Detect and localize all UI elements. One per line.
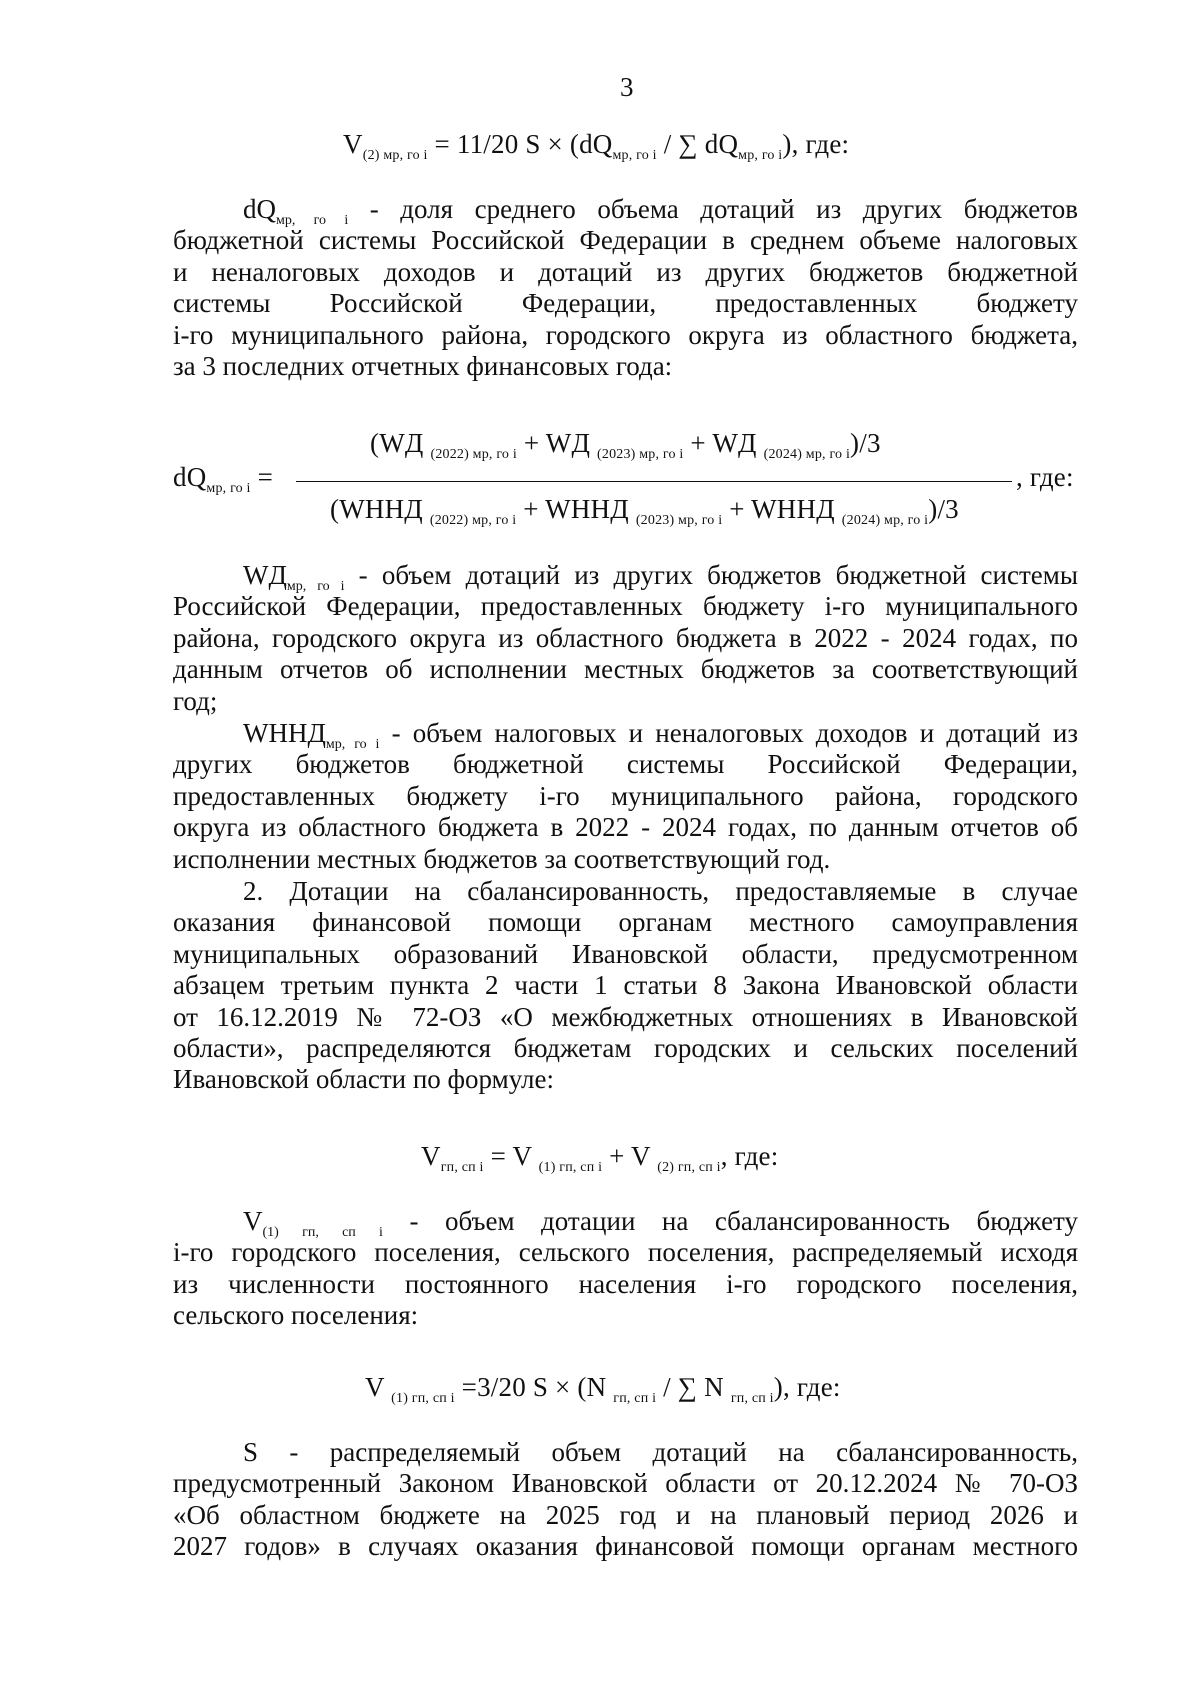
formula-v1-gp-sp: V $_{(1) гп, сп i}$ =3/20 S × (N $_{гп, сп i}$ / ∑ N $_{гп, сп i}$), где: bbox=[365, 1372, 841, 1406]
paragraph-line: исполнении местных бюджетов за соответствующий год. bbox=[173, 843, 831, 874]
formula-v-gp-sp: $V_{гп, сп i} = V$ $_{(1) гп, сп i}$ + V $_{(2) гп, сп i}$, где: bbox=[421, 1141, 779, 1175]
paragraph-line: оказания финансовой помощи органам местного самоуправления bbox=[173, 907, 1078, 938]
paragraph-line: абзацем третьим пункта 2 части 1 статьи 8 Закона Ивановской области bbox=[173, 970, 1078, 1001]
paragraph-line: $WД_{мр, го i}$ - объем дотаций из других бюджетов бюджетной системы bbox=[243, 560, 1078, 594]
paragraph-line: «Об областном бюджете на 2025 год и на плановый период 2026 и bbox=[173, 1499, 1078, 1530]
paragraph-line: за 3 последних отчетных финансовых года: bbox=[173, 351, 673, 382]
paragraph-line: 2. Дотации на сбалансированность, предоставляемые в случае bbox=[243, 876, 1078, 906]
formula-subscript: мр, го i bbox=[738, 148, 783, 163]
paragraph-line: округа из областного бюджета в 2022 - 2024 годах, по данным отчетов об bbox=[173, 812, 1078, 843]
formula-text: = 11/20 S × (dQ bbox=[427, 129, 613, 159]
fraction-numerator: (WД $_{(2022) мр, го i}$ + WД $_{(2023) мр, го i}$ + WД $_{(2024) мр, го i}$)/3 bbox=[370, 428, 881, 462]
paragraph-s-definition bbox=[173, 1437, 1078, 1563]
paragraph-wnnd-definition bbox=[173, 718, 1078, 875]
paragraph-line: других бюджетов бюджетной системы Российской Федерации, bbox=[173, 749, 1078, 780]
formula-text: / ∑ dQ bbox=[656, 129, 739, 159]
paragraph-line: данным отчетов об исполнении местных бюджетов за соответствующий bbox=[173, 654, 1078, 685]
paragraph-line: $V_{(1) гп, сп i}$ - объем дотации на сбалансированность бюджету bbox=[243, 1206, 1078, 1240]
paragraph-line: от 16.12.2019 № 72-ОЗ «О межбюджетных отношениях в Ивановской bbox=[173, 1001, 1078, 1032]
formula-v-symbol: V bbox=[343, 129, 363, 159]
paragraph-dq-definition bbox=[173, 194, 1078, 382]
fraction-denominator: (WННД $_{(2022) мр, го i}$ + WННД $_{(2023) мр, го i}$ + WННД $_{(2024) мр, го i}$)/3 bbox=[330, 494, 959, 528]
fraction-bar bbox=[296, 481, 1012, 482]
paragraph-v1-definition bbox=[173, 1206, 1078, 1332]
paragraph-line: муниципальных образований Ивановской области, предусмотренном bbox=[173, 938, 1078, 969]
paragraph-line: предоставленных бюджету i-го муниципального района, городского bbox=[173, 780, 1078, 811]
paragraph-line: сельского поселения: bbox=[173, 1300, 419, 1331]
page-number: 3 bbox=[620, 72, 634, 102]
paragraph-line: бюджетной системы Российской Федерации в среднем объеме налоговых bbox=[173, 225, 1078, 256]
paragraph-line: предусмотренный Законом Ивановской области от 20.12.2024 № 70-ОЗ bbox=[173, 1468, 1078, 1499]
formula-subscript: мр, го i bbox=[612, 148, 657, 163]
paragraph-line: год; bbox=[173, 685, 218, 716]
paragraph-item-2 bbox=[173, 876, 1078, 1096]
paragraph-line: $dQ_{мр, го i}$ - доля среднего объема дотаций из других бюджетов bbox=[243, 194, 1078, 228]
paragraph-line: Российской Федерации, предоставленных бюджету i-го муниципального bbox=[173, 591, 1078, 622]
paragraph-line: 2027 годов» в случаях оказания финансовой помощи органам местного bbox=[173, 1531, 1078, 1562]
formula-tail: , где: bbox=[1016, 462, 1074, 492]
paragraph-line: системы Российской Федерации, предоставленных бюджету bbox=[173, 288, 1078, 319]
formula-v2-mr-go bbox=[343, 129, 850, 163]
term-subscript: мр, го i bbox=[276, 213, 349, 228]
term: dQ bbox=[243, 194, 276, 224]
paragraph-line: района, городского округа из областного бюджета в 2022 - 2024 годах, по bbox=[173, 622, 1078, 653]
paragraph-line: Ивановской области по формуле: bbox=[173, 1064, 554, 1095]
paragraph-line: i-го муниципального района, городского округа из областного бюджета, bbox=[173, 319, 1078, 350]
paragraph-line: i-го городского поселения, сельского поселения, распределяемый исходя bbox=[173, 1237, 1078, 1268]
formula-text: ), где: bbox=[782, 129, 850, 159]
paragraph-wd-definition bbox=[173, 560, 1078, 717]
paragraph-line: из численности постоянного населения i-го городского поселения, bbox=[173, 1268, 1078, 1299]
formula-subscript: (2) мр, го i bbox=[362, 148, 428, 163]
paragraph-line: S - распределяемый объем дотаций на сбалансированность, bbox=[243, 1437, 1078, 1467]
paragraph-line: области», распределяются бюджетам городских и сельских поселений bbox=[173, 1033, 1078, 1064]
paragraph-line: $WННД_{мр, го i}$ - объем налоговых и неналоговых доходов и дотаций из bbox=[243, 718, 1078, 752]
formula-dq-lhs: $dQ_{мр, го i}$ = bbox=[173, 462, 274, 496]
paragraph-line: и неналоговых доходов и дотаций из других бюджетов бюджетной bbox=[173, 256, 1078, 287]
